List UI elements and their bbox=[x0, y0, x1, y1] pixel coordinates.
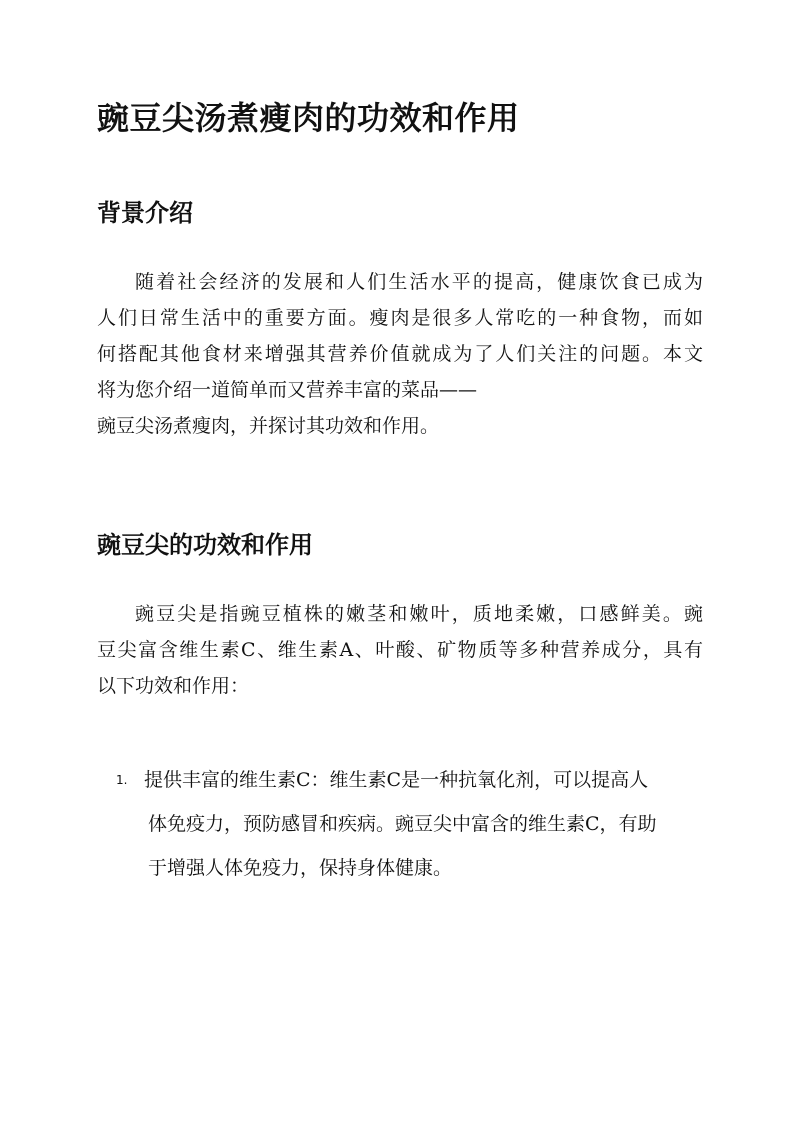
section-heading-background: 背景介绍 bbox=[97, 198, 193, 227]
section-heading-pea-shoots: 豌豆尖的功效和作用 bbox=[97, 530, 313, 559]
paragraph-line: 随着社会经济的发展和人们生活水平的提高，健康饮食已成为 bbox=[135, 271, 703, 293]
list-item-line: 体免疫力，预防感冒和疾病。豌豆尖中富含的维生素C，有助 bbox=[148, 813, 657, 835]
pea-shoots-paragraph bbox=[97, 596, 703, 704]
list-item-line: 提供丰富的维生素C：维生素C是一种抗氧化剂，可以提高人 bbox=[144, 769, 649, 791]
benefits-list bbox=[116, 758, 703, 890]
paragraph-line: 豌豆尖是指豌豆植株的嫩茎和嫩叶，质地柔嫩，口感鲜美。豌 bbox=[135, 603, 703, 625]
paragraph-line: 人们日常生活中的重要方面。瘦肉是很多人常吃的一种食物，而如 bbox=[97, 307, 703, 329]
background-paragraph bbox=[97, 264, 703, 444]
paragraph-line: 豆尖富含维生素C、维生素A、叶酸、矿物质等多种营养成分，具有 bbox=[97, 639, 703, 661]
paragraph-line: 将为您介绍一道简单而又营养丰富的菜品—— bbox=[97, 379, 478, 401]
list-item-number: 1. bbox=[116, 773, 128, 787]
list-item bbox=[116, 758, 703, 890]
paragraph-line: 何搭配其他食材来增强其营养价值就成为了人们关注的问题。本文 bbox=[97, 343, 703, 365]
list-item-line: 于增强人体免疫力，保持身体健康。 bbox=[148, 857, 453, 879]
paragraph-line: 豌豆尖汤煮瘦肉，并探讨其功效和作用。 bbox=[97, 415, 440, 437]
paragraph-line: 以下功效和作用： bbox=[97, 675, 250, 697]
page-title: 豌豆尖汤煮瘦肉的功效和作用 bbox=[97, 99, 520, 137]
